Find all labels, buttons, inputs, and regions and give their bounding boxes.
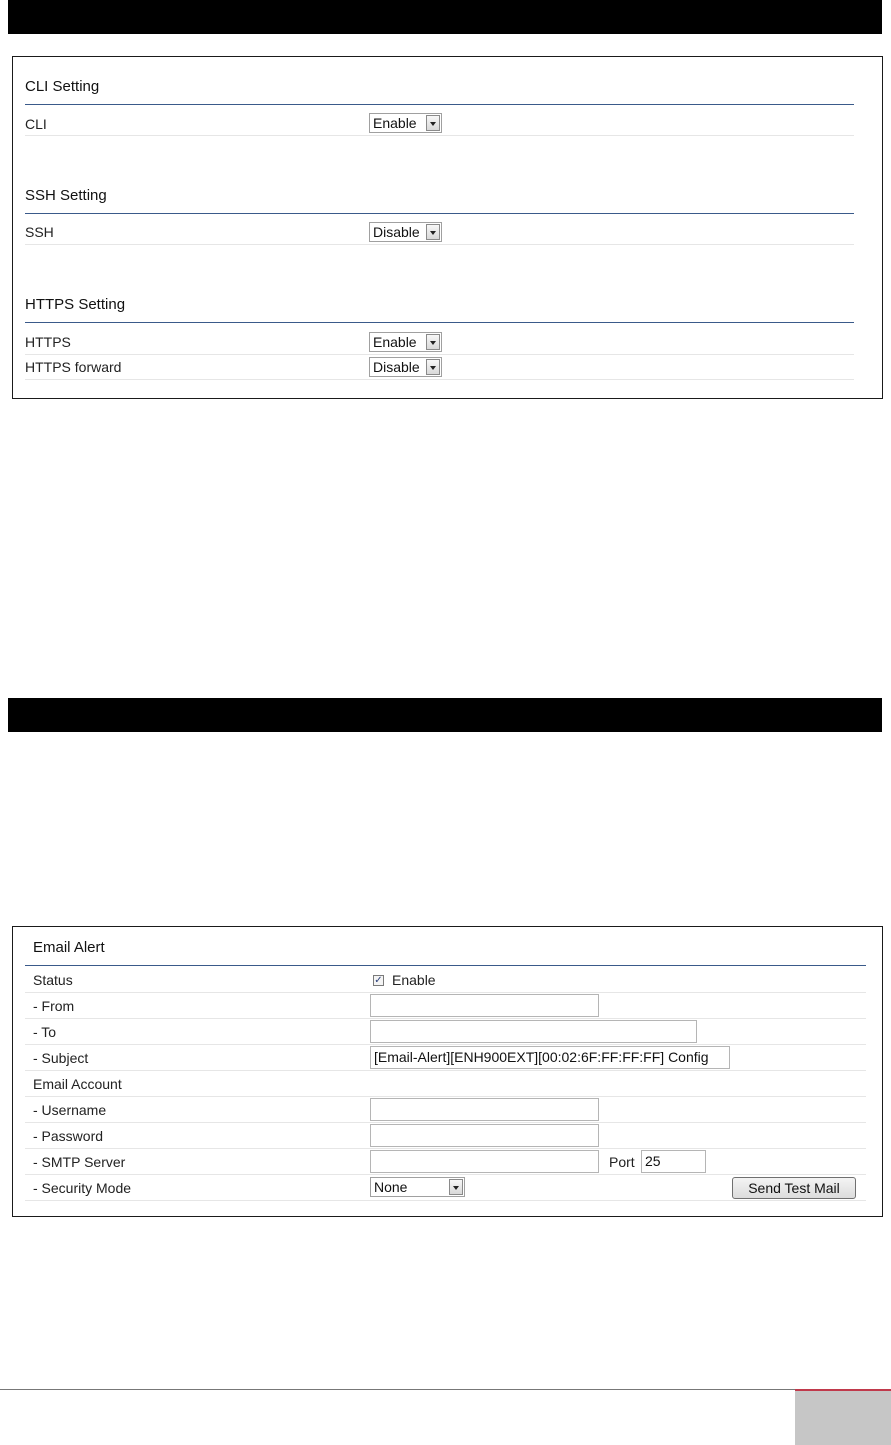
security-mode-label: - Security Mode	[33, 1180, 132, 1196]
row-divider	[25, 354, 854, 355]
page-number-box	[795, 1391, 891, 1445]
row-divider	[25, 1148, 866, 1149]
port-field[interactable]: 25	[641, 1150, 706, 1173]
status-enable-checkbox[interactable]: ✓	[374, 975, 383, 986]
chevron-down-icon	[426, 224, 440, 240]
ssh-select-value: Disable	[373, 224, 420, 240]
cli-select-value: Enable	[373, 115, 417, 131]
cli-select[interactable]	[369, 113, 442, 133]
row-divider	[25, 1044, 866, 1045]
chevron-down-icon	[426, 115, 440, 131]
management-settings-panel	[12, 56, 883, 399]
send-test-mail-button[interactable]: Send Test Mail	[732, 1177, 856, 1199]
row-divider	[25, 1174, 866, 1175]
https-forward-select-value: Disable	[373, 359, 420, 375]
row-divider	[25, 1200, 866, 1201]
https-section-rule	[25, 322, 854, 323]
cli-section-title: CLI Setting	[25, 78, 100, 95]
middle-header-bar	[8, 698, 882, 732]
password-field[interactable]	[370, 1124, 599, 1147]
https-forward-select[interactable]	[369, 357, 442, 377]
https-section-title: HTTPS Setting	[25, 296, 126, 313]
row-divider	[25, 244, 854, 245]
https-forward-label: HTTPS forward	[25, 359, 122, 375]
subject-label: - Subject	[33, 1050, 89, 1066]
port-label: Port	[609, 1154, 635, 1170]
https-select-value: Enable	[373, 334, 417, 350]
smtp-server-label: - SMTP Server	[33, 1154, 126, 1170]
to-field[interactable]	[370, 1020, 697, 1043]
cli-label: CLI	[25, 116, 47, 132]
password-label: - Password	[33, 1128, 104, 1144]
email-account-label: Email Account	[33, 1076, 122, 1092]
from-label: - From	[33, 998, 75, 1014]
https-select[interactable]	[369, 332, 442, 352]
username-label: - Username	[33, 1102, 107, 1118]
email-alert-title: Email Alert	[33, 939, 105, 956]
row-divider	[25, 135, 854, 136]
ssh-section-rule	[25, 213, 854, 214]
ssh-select[interactable]	[369, 222, 442, 242]
cli-section-rule	[25, 104, 854, 105]
row-divider	[25, 1070, 866, 1071]
chevron-down-icon	[426, 359, 440, 375]
https-label: HTTPS	[25, 334, 71, 350]
email-alert-rule	[25, 965, 866, 966]
subject-field[interactable]: [Email-Alert][ENH900EXT][00:02:6F:FF:FF:FF] Config	[370, 1046, 730, 1069]
ssh-label: SSH	[25, 224, 54, 240]
row-divider	[25, 379, 854, 380]
to-label: - To	[33, 1024, 57, 1040]
top-header-bar	[8, 0, 882, 34]
email-alert-panel	[12, 926, 883, 1217]
footer-divider	[0, 1389, 891, 1390]
status-enable-label: Enable	[392, 972, 436, 988]
row-divider	[25, 1018, 866, 1019]
row-divider	[25, 1122, 866, 1123]
row-divider	[25, 1096, 866, 1097]
from-field[interactable]	[370, 994, 599, 1017]
security-mode-select[interactable]	[370, 1177, 465, 1197]
username-field[interactable]	[370, 1098, 599, 1121]
status-label: Status	[33, 972, 73, 988]
smtp-server-field[interactable]	[370, 1150, 599, 1173]
chevron-down-icon	[449, 1179, 463, 1195]
security-mode-value: None	[374, 1179, 408, 1195]
row-divider	[25, 992, 866, 993]
ssh-section-title: SSH Setting	[25, 187, 107, 204]
chevron-down-icon	[426, 334, 440, 350]
